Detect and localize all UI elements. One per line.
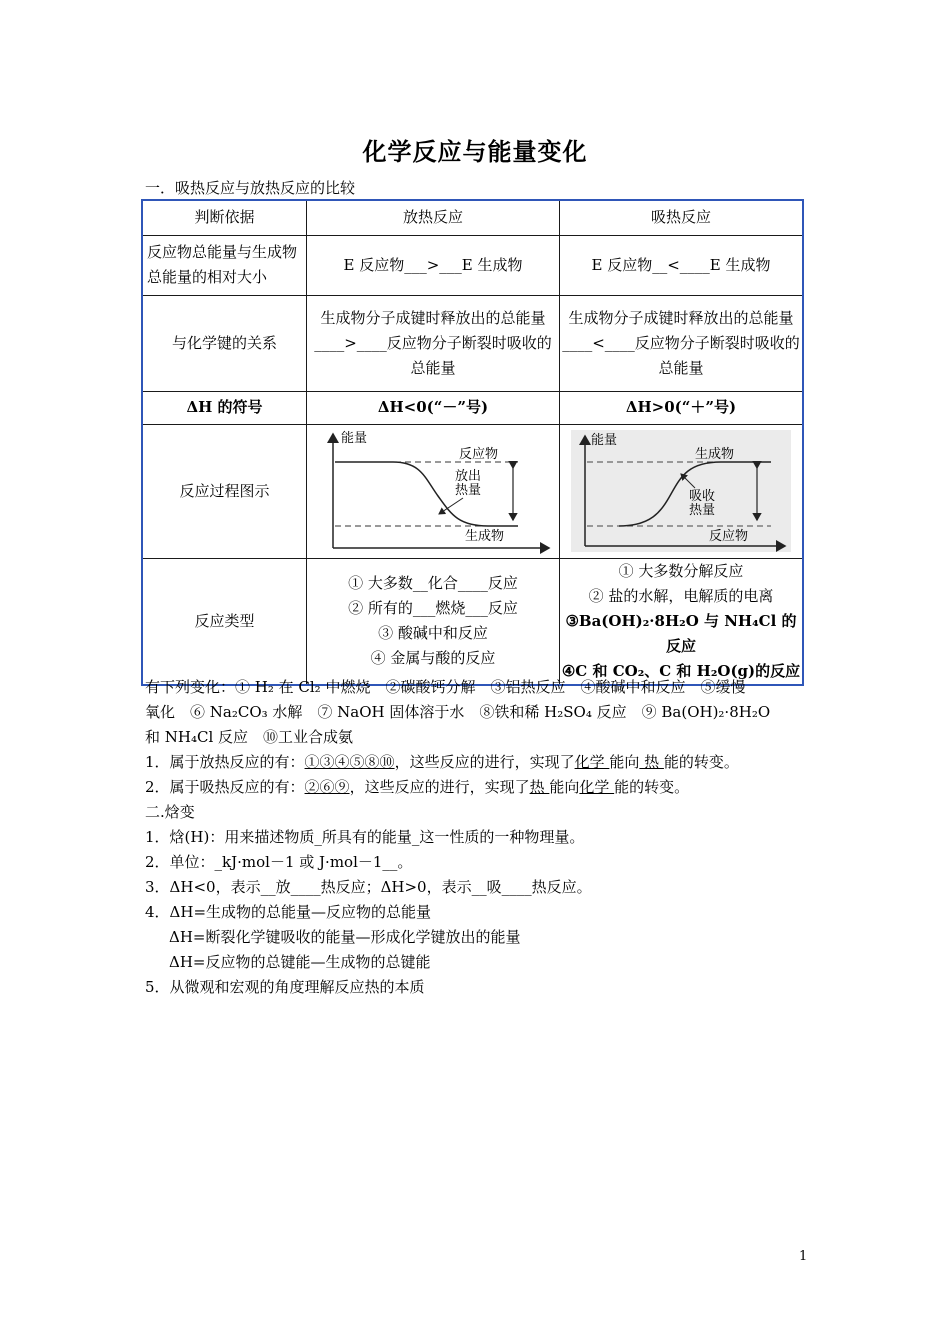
table-row bbox=[142, 235, 803, 295]
y-axis-label: 能量 bbox=[591, 433, 618, 448]
list-item: ④C 和 CO₂、C 和 H₂O(g)的反应 bbox=[561, 661, 801, 680]
page-title: 化学反应与能量变化 bbox=[362, 137, 588, 166]
section-heading-1: 一．吸热反应与放热反应的比较 bbox=[145, 179, 356, 197]
top-level-label: 生成物 bbox=[695, 447, 735, 462]
list-item: ③ 酸碱中和反应 bbox=[378, 624, 488, 642]
cell-endo-types bbox=[560, 558, 804, 685]
cell-exo-diagram bbox=[307, 424, 560, 558]
heat-label-line-2: 热量 bbox=[689, 503, 716, 518]
enthalpy-item-5: 5．从微观和宏观的角度理解反应热的本质 bbox=[145, 978, 425, 996]
list-item: ① 大多数__化合____反应 bbox=[348, 574, 518, 592]
comparison-table bbox=[141, 199, 804, 686]
y-axis-label: 能量 bbox=[341, 431, 368, 446]
row-label: 反应物总能量与生成物总能量的相对大小 bbox=[142, 235, 307, 295]
list-item: ② 盐的水解，电解质的电离 bbox=[588, 586, 774, 605]
row-label: 反应过程图示 bbox=[142, 424, 307, 558]
diagram-background bbox=[571, 430, 791, 552]
cell-exo-sign: ΔH<0(“－”号) bbox=[307, 391, 560, 424]
top-level-label: 反应物 bbox=[459, 447, 499, 462]
table-header-row bbox=[142, 200, 803, 235]
answer-exothermic: ①③④⑤⑧⑩ bbox=[304, 753, 395, 771]
endothermic-energy-diagram bbox=[571, 430, 791, 552]
bottom-level-label: 生成物 bbox=[465, 529, 505, 544]
heat-label-line-1: 吸收 bbox=[689, 489, 716, 504]
enthalpy-item-4c: ΔH=反应物的总键能—生成物的总键能 bbox=[169, 953, 431, 971]
list-item: ① 大多数分解反应 bbox=[618, 561, 744, 580]
cell-exo-types bbox=[307, 558, 560, 685]
page-number: 1 bbox=[799, 1249, 808, 1264]
list-item: ③Ba(OH)₂·8H₂O 与 NH₄Cl 的反应 bbox=[565, 611, 797, 655]
changes-line-1: 有下列变化：① H₂ 在 Cl₂ 中燃烧 ②碳酸钙分解 ③铝热反应 ④酸碱中和反应 ⑤缓慢 bbox=[145, 678, 746, 696]
enthalpy-item-1: 1．焓(H)：用来描述物质_所具有的能量_这一性质的一种物理量。 bbox=[145, 828, 585, 846]
table-row bbox=[142, 391, 803, 424]
changes-line-3: 和 NH₄Cl 反应 ⑩工业合成氨 bbox=[145, 728, 354, 746]
cell-exo-bond: 生成物分子成键时释放出的总能量____>____反应物分子断裂时吸收的总能量 bbox=[307, 295, 560, 391]
answer-endothermic: ②⑥⑨ bbox=[304, 778, 350, 796]
heat-label-line-1: 放出 bbox=[455, 469, 482, 484]
table-row bbox=[142, 558, 803, 685]
enthalpy-item-3: 3．ΔH<0，表示__放____热反应；ΔH>0，表示__吸____热反应。 bbox=[145, 878, 592, 896]
row-label: 与化学键的关系 bbox=[142, 295, 307, 391]
question-2: 2．属于吸热反应的有：②⑥⑨，这些反应的进行，实现了热 能向化学 能的转变。 bbox=[145, 778, 690, 796]
enthalpy-item-2: 2．单位：_kJ·mol－1 或 J·mol－1__。 bbox=[145, 853, 413, 871]
list-item: ④ 金属与酸的反应 bbox=[370, 649, 496, 667]
energy-curve bbox=[335, 462, 518, 526]
exothermic-energy-diagram bbox=[313, 428, 553, 554]
cell-endo-energy: E 反应物__<____E 生成物 bbox=[560, 235, 804, 295]
row-label: ΔH 的符号 bbox=[142, 391, 307, 424]
table-row bbox=[142, 424, 803, 558]
enthalpy-item-4: 4．ΔH=生成物的总能量—反应物的总能量 bbox=[145, 903, 432, 921]
table-row bbox=[142, 295, 803, 391]
cell-endo-sign: ΔH>0(“＋”号) bbox=[560, 391, 804, 424]
enthalpy-item-4b: ΔH=断裂化学键吸收的能量—形成化学键放出的能量 bbox=[169, 928, 521, 946]
list-item: ② 所有的___燃烧___反应 bbox=[348, 599, 518, 617]
section-heading-2: 二.焓变 bbox=[145, 803, 195, 821]
header-cell-endothermic: 吸热反应 bbox=[560, 200, 804, 235]
cell-endo-bond: 生成物分子成键时释放出的总能量____<____反应物分子断裂时吸收的总能量 bbox=[560, 295, 804, 391]
row-label: 反应类型 bbox=[142, 558, 307, 685]
question-1: 1．属于放热反应的有：①③④⑤⑧⑩，这些反应的进行，实现了化学 能向 热 能的转变。 bbox=[145, 753, 739, 771]
header-cell-exothermic: 放热反应 bbox=[307, 200, 560, 235]
header-cell-basis: 判断依据 bbox=[142, 200, 307, 235]
heat-label-line-2: 热量 bbox=[455, 483, 482, 498]
changes-line-2: 氧化 ⑥ Na₂CO₃ 水解 ⑦ NaOH 固体溶于水 ⑧铁和稀 H₂SO₄ 反应 ⑨ Ba(OH)₂·8H₂O bbox=[145, 703, 771, 721]
cell-endo-diagram bbox=[560, 424, 804, 558]
cell-exo-energy: E 反应物___>___E 生成物 bbox=[307, 235, 560, 295]
bottom-level-label: 反应物 bbox=[709, 529, 749, 544]
